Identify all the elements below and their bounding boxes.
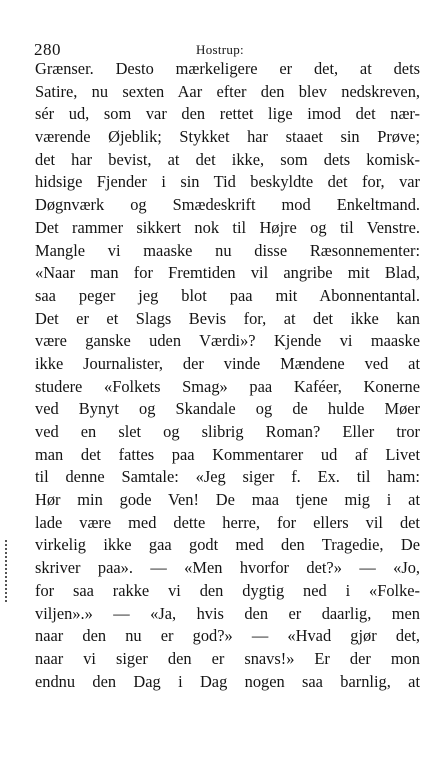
- text-line: ved Bynyt og Skandale og de hulde Møer: [35, 399, 420, 419]
- body-text: [35, 58, 420, 693]
- text-line: man det fattes paa Kommentarer ud af Livet: [35, 444, 420, 464]
- text-line: Hør min gode Ven! De maa tjene mig i at: [35, 490, 420, 510]
- text-line: ved en slet og slibrig Roman? Eller tror: [35, 422, 420, 441]
- text-line: være ganske uden Værdi»? Kjende vi maaske: [35, 331, 420, 351]
- text-line: til denne Samtale: «Jeg siger f. Ex. til ham:: [35, 467, 420, 487]
- text-line: Det rammer sikkert nok til Højre og til Venstre.: [35, 217, 420, 237]
- text-line: sér ud, som var den rettet lige imod det nær-: [35, 104, 420, 124]
- text-line: endnu den Dag i Dag nogen saa barnlig, at: [35, 671, 420, 691]
- text-line: værende Øjeblik; Stykket har staaet sin Prøve;: [35, 127, 420, 147]
- text-line: saa peger jeg blot paa mit Abonnentantal.: [35, 285, 420, 305]
- text-line: skriver paa». — «Men hvorfor det?» — «Jo,: [35, 558, 420, 578]
- text-line: naar den nu er god?» — «Hvad gjør det,: [35, 626, 420, 646]
- text-line: Døgnværk og Smædeskrift mod Enkeltmand.: [35, 195, 420, 215]
- text-line: virkelig ikke gaa godt med den Tragedie, De: [35, 535, 420, 555]
- running-head: [0, 42, 448, 58]
- margin-mark: [5, 540, 11, 602]
- text-line: hidsige Fjender i sin Tid beskyldte det for, var: [35, 172, 420, 192]
- text-line: Satire, nu sexten Aar efter den blev nedskreven,: [35, 81, 420, 101]
- text-line: for saa rakke vi den dygtig ned i «Folke-: [35, 580, 420, 600]
- text-line: naar vi siger den er snavs!» Er der mon: [35, 648, 420, 668]
- text-line: «Naar man for Fremtiden vil angribe mit Blad,: [35, 263, 420, 283]
- text-line: viljen».» — «Ja, hvis den er daarlig, men: [35, 603, 420, 623]
- page-number: 280: [34, 40, 61, 59]
- running-title: Hostrup:: [196, 42, 244, 57]
- text-line: studere «Folkets Smag» paa Kaféer, Konerne: [35, 376, 420, 396]
- text-line: Grænser. Desto mærkeligere er det, at dets: [35, 59, 420, 78]
- text-line: Mangle vi maaske nu disse Ræsonnementer:: [35, 240, 420, 260]
- text-line: det har bevist, at det ikke, som dets komisk-: [35, 149, 420, 169]
- text-line: Det er et Slags Bevis for, at det ikke kan: [35, 308, 420, 328]
- text-line: ikke Journalister, der vinde Mændene ved at: [35, 353, 420, 373]
- text-line: lade være med dette herre, for ellers vil det: [35, 512, 420, 532]
